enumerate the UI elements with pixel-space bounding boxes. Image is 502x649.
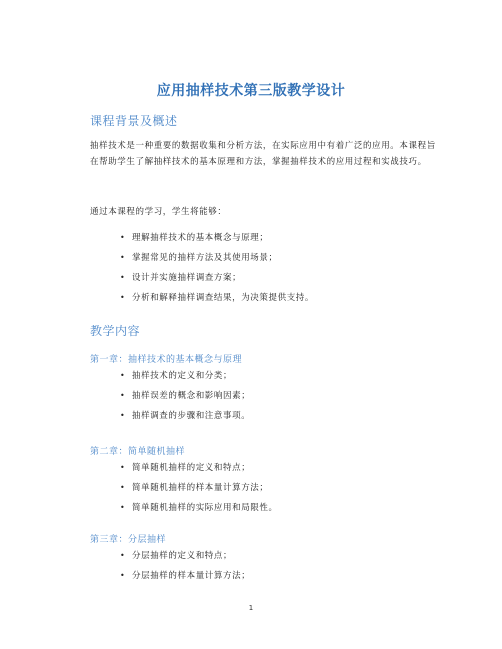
chapter-2-title: 第二章：简单随机抽样 — [90, 447, 186, 457]
bullet-icon: • — [120, 391, 126, 400]
document-title: 应用抽样技术第三版教学设计 — [156, 83, 346, 99]
background-paragraph — [62, 138, 442, 170]
bullet-icon: • — [120, 571, 126, 580]
bullet-icon: • — [120, 273, 126, 282]
bullet-icon: • — [120, 253, 126, 262]
background-paragraph-text: 抽样技术是一种重要的数据收集和分析方法，在实际应用中有着广泛的应用。本课程旨在帮助学生了解抽样技术的基本原理和方法，掌握抽样技术的应用过程和实战技巧。 — [90, 141, 436, 167]
bullet-icon: • — [120, 293, 126, 302]
chapter-3-title: 第三章：分层抽样 — [90, 535, 167, 545]
list-item: • 简单随机抽样的定义和特点； — [118, 458, 278, 478]
list-item: • 分层抽样的定义和特点； — [118, 546, 250, 566]
bullet-icon: • — [120, 503, 126, 512]
goals-intro-paragraph — [62, 204, 442, 220]
chapter-2-list — [118, 458, 278, 518]
list-item: • 简单随机抽样的实际应用和局限性。 — [118, 498, 278, 518]
list-item: • 分层抽样的样本量计算方法； — [118, 566, 250, 586]
list-item: • 抽样技术的定义和分类； — [118, 366, 250, 386]
bullet-icon: • — [120, 371, 126, 380]
chapter-1-title: 第一章：抽样技术的基本概念与原理 — [90, 355, 243, 365]
list-item: • 简单随机抽样的样本量计算方法； — [118, 478, 278, 498]
bullet-icon: • — [120, 483, 126, 492]
section-heading-content: 教学内容 — [90, 324, 141, 338]
page-number: 1 — [248, 604, 254, 612]
bullet-icon: • — [120, 411, 126, 420]
chapter-1-list — [118, 366, 250, 426]
bullet-icon: • — [120, 463, 126, 472]
list-item: • 抽样误差的概念和影响因素； — [118, 386, 250, 406]
list-item: • 抽样调查的步骤和注意事项。 — [118, 406, 250, 426]
bullet-icon: • — [120, 233, 126, 242]
bullet-icon: • — [120, 551, 126, 560]
list-item: • 掌握常见的抽样方法及其使用场景； — [118, 248, 314, 268]
list-item: • 理解抽样技术的基本概念与原理； — [118, 228, 314, 248]
list-item: • 设计并实施抽样调查方案； — [118, 268, 314, 288]
section-heading-background: 课程背景及概述 — [90, 114, 178, 128]
list-item: • 分析和解释抽样调查结果，为决策提供支持。 — [118, 288, 314, 308]
goals-list — [118, 228, 314, 308]
chapter-3-list — [118, 546, 250, 586]
goals-intro-text: 通过本课程的学习，学生将能够： — [90, 207, 227, 217]
